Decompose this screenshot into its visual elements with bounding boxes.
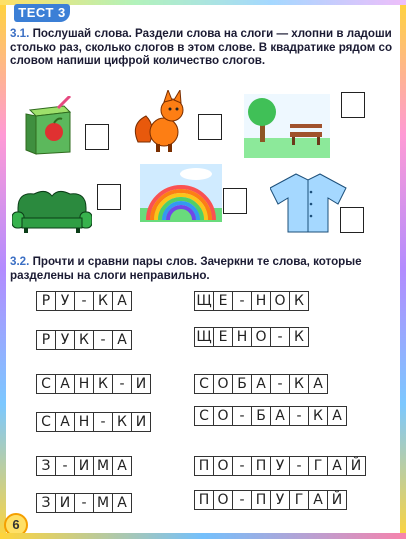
word-row-left-3[interactable] — [36, 374, 150, 392]
word-row-right-1[interactable] — [194, 291, 308, 309]
letter-cell: К — [74, 330, 94, 350]
letter-cell: А — [112, 456, 132, 476]
letter-cell: И — [55, 493, 75, 513]
letter-cell: П — [194, 456, 214, 476]
letter-cell: А — [251, 374, 271, 394]
sofa-picture — [12, 190, 92, 234]
test-label: ТЕСТ 3 — [14, 4, 70, 22]
letter-cell: У — [270, 490, 290, 510]
letter-cell: - — [74, 493, 94, 513]
word-row-left-4[interactable] — [36, 412, 150, 430]
letter-cell: Й — [327, 490, 347, 510]
letter-cell: Щ — [194, 291, 214, 311]
word-row-left-1[interactable] — [36, 291, 131, 309]
letter-cell: С — [194, 406, 214, 426]
letter-cell: К — [289, 291, 309, 311]
rainbow-edge-left — [0, 0, 6, 539]
word-row-right-4[interactable] — [194, 406, 346, 424]
letter-cell: - — [270, 374, 290, 394]
letter-cell: С — [36, 374, 56, 394]
letter-cell: - — [74, 291, 94, 311]
letter-cell: К — [308, 406, 328, 426]
letter-cell: М — [93, 456, 113, 476]
letter-cell: О — [213, 406, 233, 426]
letter-cell: - — [93, 330, 113, 350]
letter-cell: А — [112, 493, 132, 513]
letter-cell: А — [270, 406, 290, 426]
letter-cell: - — [112, 374, 132, 394]
letter-cell: С — [194, 374, 214, 394]
letter-cell: А — [327, 406, 347, 426]
letter-cell: Щ — [194, 327, 214, 347]
shirt-picture — [270, 172, 348, 234]
answer-box-juice[interactable] — [85, 124, 109, 150]
letter-cell: Р — [36, 330, 56, 350]
letter-cell: - — [232, 490, 252, 510]
word-row-right-5[interactable] — [194, 456, 365, 474]
task-3-2 — [10, 255, 394, 282]
word-row-left-6[interactable] — [36, 493, 131, 511]
letter-cell: - — [55, 456, 75, 476]
letter-cell: А — [308, 490, 328, 510]
letter-cell: К — [93, 291, 113, 311]
juice-box-picture — [24, 96, 76, 156]
word-row-right-3[interactable] — [194, 374, 327, 392]
letter-cell: О — [270, 291, 290, 311]
letter-cell: К — [112, 412, 132, 432]
letter-cell: А — [55, 374, 75, 394]
letter-cell: А — [308, 374, 328, 394]
letter-cell: - — [232, 406, 252, 426]
answer-box-bench[interactable] — [341, 92, 365, 118]
rainbow-picture — [140, 164, 222, 222]
letter-cell: П — [251, 490, 271, 510]
letter-cell: - — [232, 291, 252, 311]
letter-cell: И — [131, 412, 151, 432]
letter-cell: К — [289, 327, 309, 347]
letter-cell: З — [36, 456, 56, 476]
letter-cell: А — [112, 291, 132, 311]
letter-cell: О — [213, 490, 233, 510]
letter-cell: О — [251, 327, 271, 347]
letter-cell: - — [270, 327, 290, 347]
letter-cell: А — [112, 330, 132, 350]
bottom-band — [0, 533, 406, 539]
letter-cell: Н — [74, 374, 94, 394]
letter-cell: - — [289, 456, 309, 476]
letter-cell: Н — [232, 327, 252, 347]
letter-cell: Н — [74, 412, 94, 432]
letter-cell: К — [93, 374, 113, 394]
answer-box-rainbow[interactable] — [223, 188, 247, 214]
letter-cell: Г — [289, 490, 309, 510]
letter-cell: - — [232, 456, 252, 476]
letter-cell: Г — [308, 456, 328, 476]
letter-cell: О — [213, 456, 233, 476]
letter-cell: К — [289, 374, 309, 394]
letter-cell: А — [55, 412, 75, 432]
answer-box-shirt[interactable] — [340, 207, 364, 233]
letter-cell: Й — [346, 456, 366, 476]
letter-cell: З — [36, 493, 56, 513]
letter-cell: О — [213, 374, 233, 394]
letter-cell: П — [251, 456, 271, 476]
letter-cell: П — [194, 490, 214, 510]
answer-box-sofa[interactable] — [97, 184, 121, 210]
letter-cell: И — [131, 374, 151, 394]
page-number: 6 — [4, 513, 28, 537]
letter-cell: Б — [251, 406, 271, 426]
letter-cell: С — [36, 412, 56, 432]
letter-cell: Е — [213, 327, 233, 347]
letter-cell: Н — [251, 291, 271, 311]
letter-cell: У — [55, 330, 75, 350]
letter-cell: У — [55, 291, 75, 311]
rainbow-edge-right — [400, 0, 406, 539]
word-row-left-2[interactable] — [36, 330, 131, 348]
task-3-1 — [10, 27, 394, 68]
letter-cell: - — [93, 412, 113, 432]
task-number: 3.2. — [10, 255, 30, 268]
letter-cell: А — [327, 456, 347, 476]
task-number: 3.1. — [10, 27, 30, 40]
word-row-left-5[interactable] — [36, 456, 131, 474]
letter-cell: У — [270, 456, 290, 476]
park-bench-picture — [244, 94, 330, 158]
fox-picture — [128, 90, 198, 154]
word-row-right-2[interactable] — [194, 327, 308, 345]
letter-cell: Б — [232, 374, 252, 394]
letter-cell: Р — [36, 291, 56, 311]
task-text: Прочти и сравни пары слов. Зачеркни те слова, которые разделены на слоги неправильно. — [10, 255, 362, 282]
word-row-right-6[interactable] — [194, 490, 346, 508]
letter-cell: Е — [213, 291, 233, 311]
letter-cell: - — [289, 406, 309, 426]
answer-box-fox[interactable] — [198, 114, 222, 140]
letter-cell: И — [74, 456, 94, 476]
task-text: Послушай слова. Раздели слова на слоги — хлопни в ладоши столько раз, сколько слогов в этом слове. В квадратике рядом со словом напиши цифрой количество слогов. — [10, 27, 393, 67]
letter-cell: М — [93, 493, 113, 513]
